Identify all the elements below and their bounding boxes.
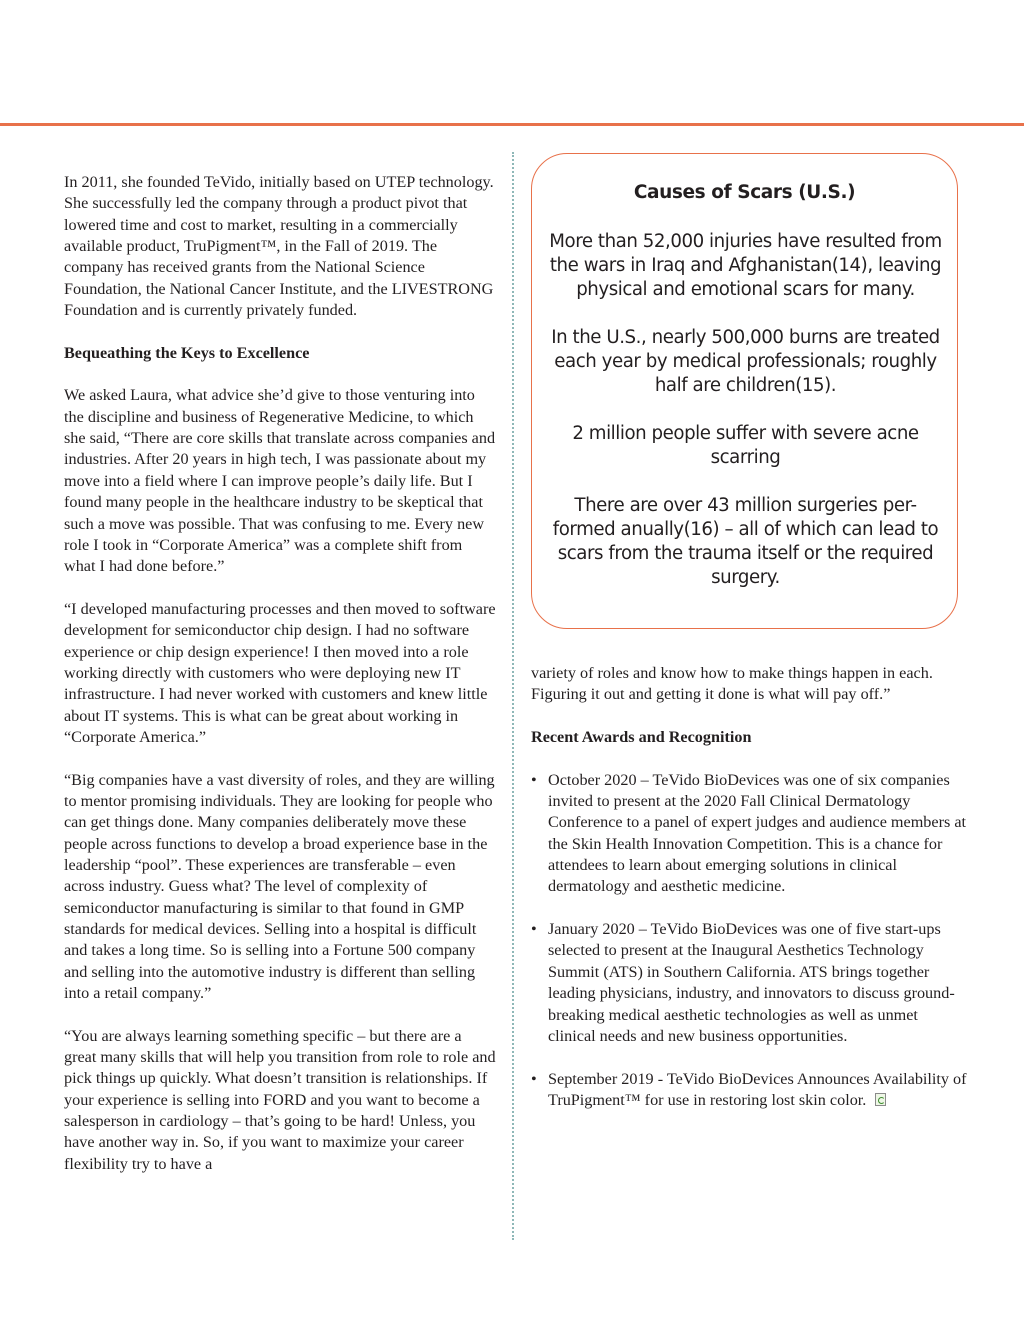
award-text: September 2019 - TeVido BioDevices Announces Availability of TruPigment™ for use in restoring lost skin color. — [548, 1069, 967, 1109]
awards-heading: Recent Awards and Recognition — [531, 728, 752, 747]
section-heading: Bequeathing the Keys to Excellence — [64, 343, 310, 362]
column-divider — [512, 152, 514, 1240]
advice-paragraph: We asked Laura, what advice she’d give to those venturing into the discipline and business of Regenerative Medicine, to which she said, “There are core skills that translate across companies and industries. After 20 years in high tech, I was passionate about my move into a field where I can improve people’s daily life. But I found many people in the healthcare industry to be skeptical that such a move was possible. That was confusing to me. Every new role I took in “Corporate America” was a complete shift from what I had done before.” — [64, 386, 496, 576]
list-item — [531, 1069, 967, 1112]
sidebar-fact: There are over 43 million surgeries per-formed anually(16) – all of which can lead to scars from the trauma itself or the required surgery. — [552, 495, 939, 588]
big-companies-paragraph: “Big companies have a vast diversity of roles, and they are willing to mentor promising individuals. They are looking for people who can get things done. Many companies deliberately move these people across functions to develop a broad experience base in the leadership “pool”. These experiences are transferable – even across industry. Guess what? The level of complexity of semiconductor manufacturing is similar to that found in GMP standards for medical devices. Selling into a hospital is difficult and takes a long time. So is selling into a Fortune 500 company and selling into the automotive industry is different than selling into a retail company.” — [64, 770, 495, 1003]
sidebar-fact: In the U.S., nearly 500,000 burns are treated each year by medical professionals; roughly half are children(15). — [551, 327, 940, 396]
sidebar-fact: 2 million people suffer with severe acne scarring — [572, 423, 919, 468]
sidebar-title: Causes of Scars (U.S.) — [633, 182, 856, 203]
list-item — [531, 919, 967, 1047]
header-rule — [0, 123, 1024, 126]
manufacturing-paragraph: “I developed manufacturing processes and then moved to software development for semiconductor chip design. I had no software experience or chip design experience! I then moved into a role working directly with customers who were deploying new IT infrastructure. I had never worked with customers and knew little about IT systems. This is what can be great about working in “Corporate America.” — [64, 599, 496, 746]
sidebar-fact: More than 52,000 injuries have resulted from the wars in Iraq and Afghanistan(14), leaving physical and emotional scars for many. — [549, 231, 942, 300]
left-column — [64, 172, 496, 1197]
sidebar-body — [546, 230, 945, 614]
list-item — [531, 770, 967, 898]
bullet-marker: • — [531, 920, 537, 939]
learning-paragraph: “You are always learning something specific – but there are a great many skills that will help you transition from role to role and pick things up quickly. What doesn’t transition is relationships. If your experience is selling into FORD and you want to become a salesperson in cardiology – that’s going to be hard! Unless, you have another way in. So, if you want to maximize your career flexibility try to have a — [64, 1026, 496, 1173]
document-link-icon[interactable] — [875, 1093, 886, 1106]
bullet-marker: • — [531, 770, 537, 789]
award-text: January 2020 – TeVido BioDevices was one of five start-ups selected to present at the Inaugural Aesthetics Technology Summit (ATS) in Southern California. ATS brings together leading physicians, industry, and innovators to discuss ground-breaking medical aesthetic technologies as well as unmet clinical needs and new business opportunities. — [548, 920, 955, 1045]
right-column — [531, 663, 967, 1133]
intro-paragraph: In 2011, she founded TeVido, initially based on UTEP technology. She successfully led the company through a product pivot that lowered time and cost to market, resulting in a commercially available product, TruPigment™, in the Fall of 2019. The company has received grants from the National Science Foundation, the National Cancer Institute, and the LIVESTRONG Foundation and is currently privately funded. — [64, 173, 494, 320]
continuation-paragraph: variety of roles and know how to make things happen in each. Figuring it out and getting it done is what will pay off.” — [531, 664, 933, 704]
award-text: October 2020 – TeVido BioDevices was one of six companies invited to present at the 2020 Fall Clinical Dermatology Conference to a panel of expert judges and audience members at the Skin Health Innovation Competition. This is a chance for attendees to learn about emerging solutions in clinical dermatology and aesthetic medicine. — [548, 770, 966, 896]
bullet-marker: • — [531, 1069, 537, 1088]
awards-list — [531, 770, 967, 1112]
scars-sidebar-box — [531, 153, 958, 629]
